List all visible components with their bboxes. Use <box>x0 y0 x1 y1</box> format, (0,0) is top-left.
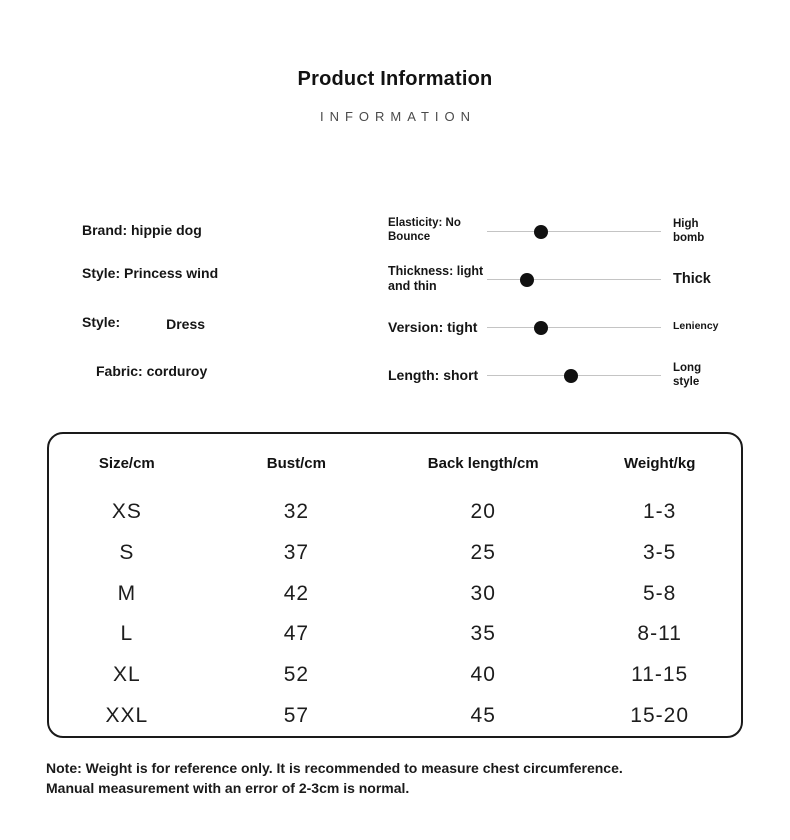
slider-left-label: Version: tight <box>388 318 478 335</box>
attribute-label: Brand: hippie dog <box>82 222 202 238</box>
table-header-size: Size/cm <box>98 454 155 472</box>
table-cell: 57 <box>283 703 310 727</box>
slider-row-version <box>388 303 745 351</box>
table-cell: M <box>117 581 137 605</box>
slider-row-length <box>388 351 745 399</box>
table-cell: 30 <box>470 581 496 605</box>
table-cell: 11-15 <box>631 662 689 686</box>
table-cell: XL <box>113 662 141 686</box>
note-line-1: Note: Weight is for reference only. It is recommended to measure chest circumference. <box>46 760 623 776</box>
table-header-bust: Bust/cm <box>266 454 326 472</box>
slider-left-label: Length: short <box>388 366 479 383</box>
slider-track <box>487 279 661 280</box>
attribute-brand <box>82 220 202 240</box>
table-cell: 42 <box>283 581 310 605</box>
table-cell: 47 <box>283 622 310 646</box>
attribute-label: Style: Princess wind <box>82 265 219 281</box>
attribute-value: Dress <box>166 316 206 332</box>
table-cell: L <box>120 622 134 646</box>
slider-row-elasticity <box>388 207 745 255</box>
table-cell: 3-5 <box>642 540 677 564</box>
slider-track <box>487 231 661 232</box>
table-cell: 40 <box>470 662 496 686</box>
table-cell: 15-20 <box>630 703 690 727</box>
table-cell: 37 <box>283 540 310 564</box>
table-cell: 35 <box>470 622 496 646</box>
table-cell: 45 <box>470 703 496 727</box>
slider-left-label: Elasticity: No Bounce <box>388 217 461 243</box>
slider-dot <box>564 369 578 383</box>
attribute-label: Style: <box>82 314 121 330</box>
attribute-style-dress <box>82 312 205 332</box>
slider-right-label: High bomb <box>673 217 705 244</box>
table-cell: 1-3 <box>642 500 677 524</box>
table-header-back-length: Back length/cm <box>427 454 539 472</box>
page-title: Product Information <box>297 68 493 90</box>
table-header-weight: Weight/kg <box>623 454 696 472</box>
attribute-fabric <box>96 361 207 381</box>
attribute-label: Fabric: corduroy <box>96 363 208 379</box>
slider-right-label: Long style <box>673 361 702 388</box>
attribute-style-wind <box>82 263 218 283</box>
table-cell: 5-8 <box>642 581 677 605</box>
slider-right-label: Leniency <box>673 320 719 333</box>
table-cell: XXL <box>105 703 149 727</box>
slider-track <box>487 375 661 376</box>
slider-dot <box>534 225 548 239</box>
measurement-note <box>46 758 756 798</box>
page-subtitle: INFORMATION <box>319 109 477 124</box>
table-cell: 32 <box>283 500 310 524</box>
table-cell: 25 <box>470 540 496 564</box>
table-cell: S <box>119 540 135 564</box>
slider-right-label: Thick <box>673 270 711 287</box>
table-cell: 52 <box>283 662 310 686</box>
slider-dot <box>520 273 534 287</box>
size-table <box>47 432 743 738</box>
slider-dot <box>534 321 548 335</box>
slider-left-label: Thickness: light and thin <box>388 264 484 293</box>
slider-track <box>487 327 661 328</box>
table-cell: 8-11 <box>637 622 682 646</box>
table-cell: 20 <box>470 500 496 524</box>
slider-row-thickness <box>388 255 745 303</box>
note-line-2: Manual measurement with an error of 2-3cm is normal. <box>46 780 410 796</box>
table-cell: XS <box>111 500 142 524</box>
